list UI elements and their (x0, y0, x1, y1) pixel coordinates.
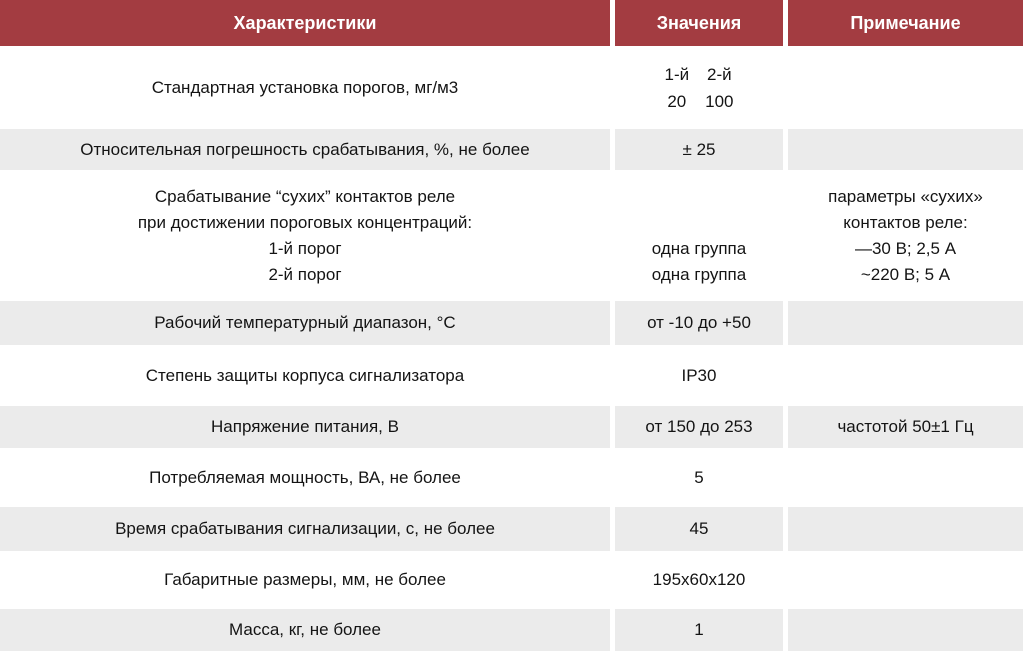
threshold-value: 20 (667, 91, 687, 111)
cell-characteristic: Габаритные размеры, мм, не более (0, 553, 610, 607)
cell-characteristic: Масса, кг, не более (0, 609, 610, 651)
cell-note: частотой 50±1 Гц (788, 406, 1023, 448)
table-row (0, 609, 1023, 651)
cell-note (788, 450, 1023, 505)
cell-characteristic: Стандартная установка порогов, мг/м3 (0, 48, 610, 127)
cell-note (788, 507, 1023, 551)
threshold-2 (705, 61, 733, 115)
threshold-pair (665, 61, 734, 115)
value-line: одна группа (651, 264, 747, 284)
cell-characteristic: Потребляемая мощность, ВА, не более (0, 450, 610, 505)
cell-value: IP30 (615, 347, 783, 404)
cell-note (788, 609, 1023, 651)
table-header-row (0, 0, 1023, 46)
cell-characteristic (0, 172, 610, 299)
table-row (0, 406, 1023, 448)
cell-value (615, 48, 783, 127)
table-row (0, 450, 1023, 505)
table-row (0, 507, 1023, 551)
characteristic-line: 1-й порог (268, 238, 342, 258)
value-line: одна группа (651, 238, 747, 258)
cell-note (788, 48, 1023, 127)
characteristic-line: при достижении пороговых концентраций: (137, 212, 473, 232)
cell-characteristic: Относительная погрешность срабатывания, %, не более (0, 129, 610, 170)
cell-value (615, 172, 783, 299)
cell-value: 5 (615, 450, 783, 505)
cell-note (788, 301, 1023, 345)
cell-value: от -10 до +50 (615, 301, 783, 345)
table-row (0, 553, 1023, 607)
threshold-value: 100 (705, 91, 734, 111)
characteristic-line: Срабатывание “сухих” контактов реле (154, 186, 456, 206)
table-row (0, 347, 1023, 404)
characteristic-line: 2-й порог (268, 264, 342, 284)
cell-note (788, 553, 1023, 607)
cell-note (788, 129, 1023, 170)
table-row (0, 172, 1023, 299)
cell-characteristic: Рабочий температурный диапазон, °С (0, 301, 610, 345)
header-characteristics: Характеристики (0, 0, 610, 46)
cell-value: 45 (615, 507, 783, 551)
threshold-label: 2-й (707, 64, 732, 84)
threshold-label: 1-й (664, 64, 690, 84)
table-row (0, 301, 1023, 345)
cell-note (788, 172, 1023, 299)
table-row (0, 129, 1023, 170)
table-row (0, 48, 1023, 127)
note-line: —30 В; 2,5 А (854, 238, 957, 258)
cell-note (788, 347, 1023, 404)
cell-value: от 150 до 253 (615, 406, 783, 448)
cell-characteristic: Степень защиты корпуса сигнализатора (0, 347, 610, 404)
cell-characteristic: Время срабатывания сигнализации, с, не более (0, 507, 610, 551)
cell-value: ± 25 (615, 129, 783, 170)
cell-characteristic: Напряжение питания, В (0, 406, 610, 448)
threshold-1 (665, 61, 690, 115)
header-values: Значения (615, 0, 783, 46)
note-line: контактов реле: (843, 212, 968, 232)
header-note: Примечание (788, 0, 1023, 46)
cell-value: 1 (615, 609, 783, 651)
note-line: параметры «сухих» (828, 186, 983, 206)
note-line: ~220 В; 5 А (860, 264, 951, 284)
cell-value: 195x60x120 (615, 553, 783, 607)
